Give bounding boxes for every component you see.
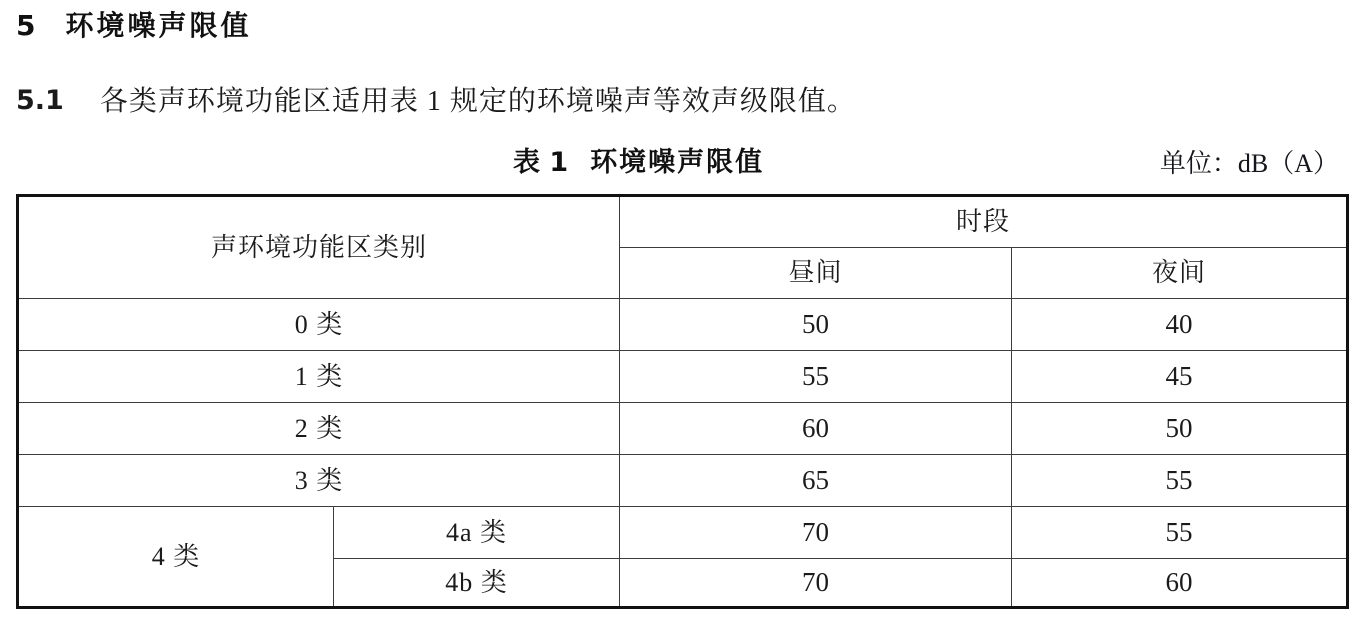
day-value-cell: 50 — [620, 299, 1012, 351]
subcategory-cell: 4a 类 — [334, 507, 620, 559]
night-value-cell: 55 — [1012, 507, 1348, 559]
clause-5-1 — [16, 82, 856, 121]
day-value-cell: 65 — [620, 455, 1012, 507]
subcategory-cell: 4b 类 — [334, 559, 620, 608]
day-value-cell: 60 — [620, 403, 1012, 455]
header-day-cell: 昼间 — [620, 248, 1012, 299]
table-caption — [513, 144, 764, 182]
category-cell: 2 类 — [18, 403, 620, 455]
table-caption-label: 表 1 — [513, 147, 569, 178]
header-period-cell: 时段 — [620, 196, 1348, 248]
clause-text: 各类声环境功能区适用表 1 规定的环境噪声等效声级限值。 — [99, 86, 856, 117]
header-row-period — [18, 196, 1348, 248]
section-heading — [16, 8, 252, 44]
category-cell: 4 类 — [18, 507, 334, 608]
unit-label: 单位：dB（A） — [1159, 149, 1339, 178]
night-value-cell: 55 — [1012, 455, 1348, 507]
clause-number: 5.1 — [16, 85, 64, 116]
header-night-cell: 夜间 — [1012, 248, 1348, 299]
table-row-class3 — [18, 455, 1348, 507]
table-caption-title: 环境噪声限值 — [590, 147, 765, 178]
header-category-cell: 声环境功能区类别 — [18, 196, 620, 299]
section-title: 环境噪声限值 — [65, 9, 252, 42]
table-caption-row — [17, 144, 1345, 186]
day-value-cell: 70 — [620, 559, 1012, 608]
table-row-class4a — [18, 507, 1348, 559]
category-cell: 0 类 — [18, 299, 620, 351]
table-row-class1 — [18, 351, 1348, 403]
night-value-cell: 60 — [1012, 559, 1348, 608]
night-value-cell: 50 — [1012, 403, 1348, 455]
section-number: 5 — [16, 9, 36, 42]
noise-limit-table — [16, 194, 1349, 609]
day-value-cell: 55 — [620, 351, 1012, 403]
night-value-cell: 45 — [1012, 351, 1348, 403]
day-value-cell: 70 — [620, 507, 1012, 559]
night-value-cell: 40 — [1012, 299, 1348, 351]
table-row-class2 — [18, 403, 1348, 455]
category-cell: 3 类 — [18, 455, 620, 507]
table-row-class0 — [18, 299, 1348, 351]
category-cell: 1 类 — [18, 351, 620, 403]
